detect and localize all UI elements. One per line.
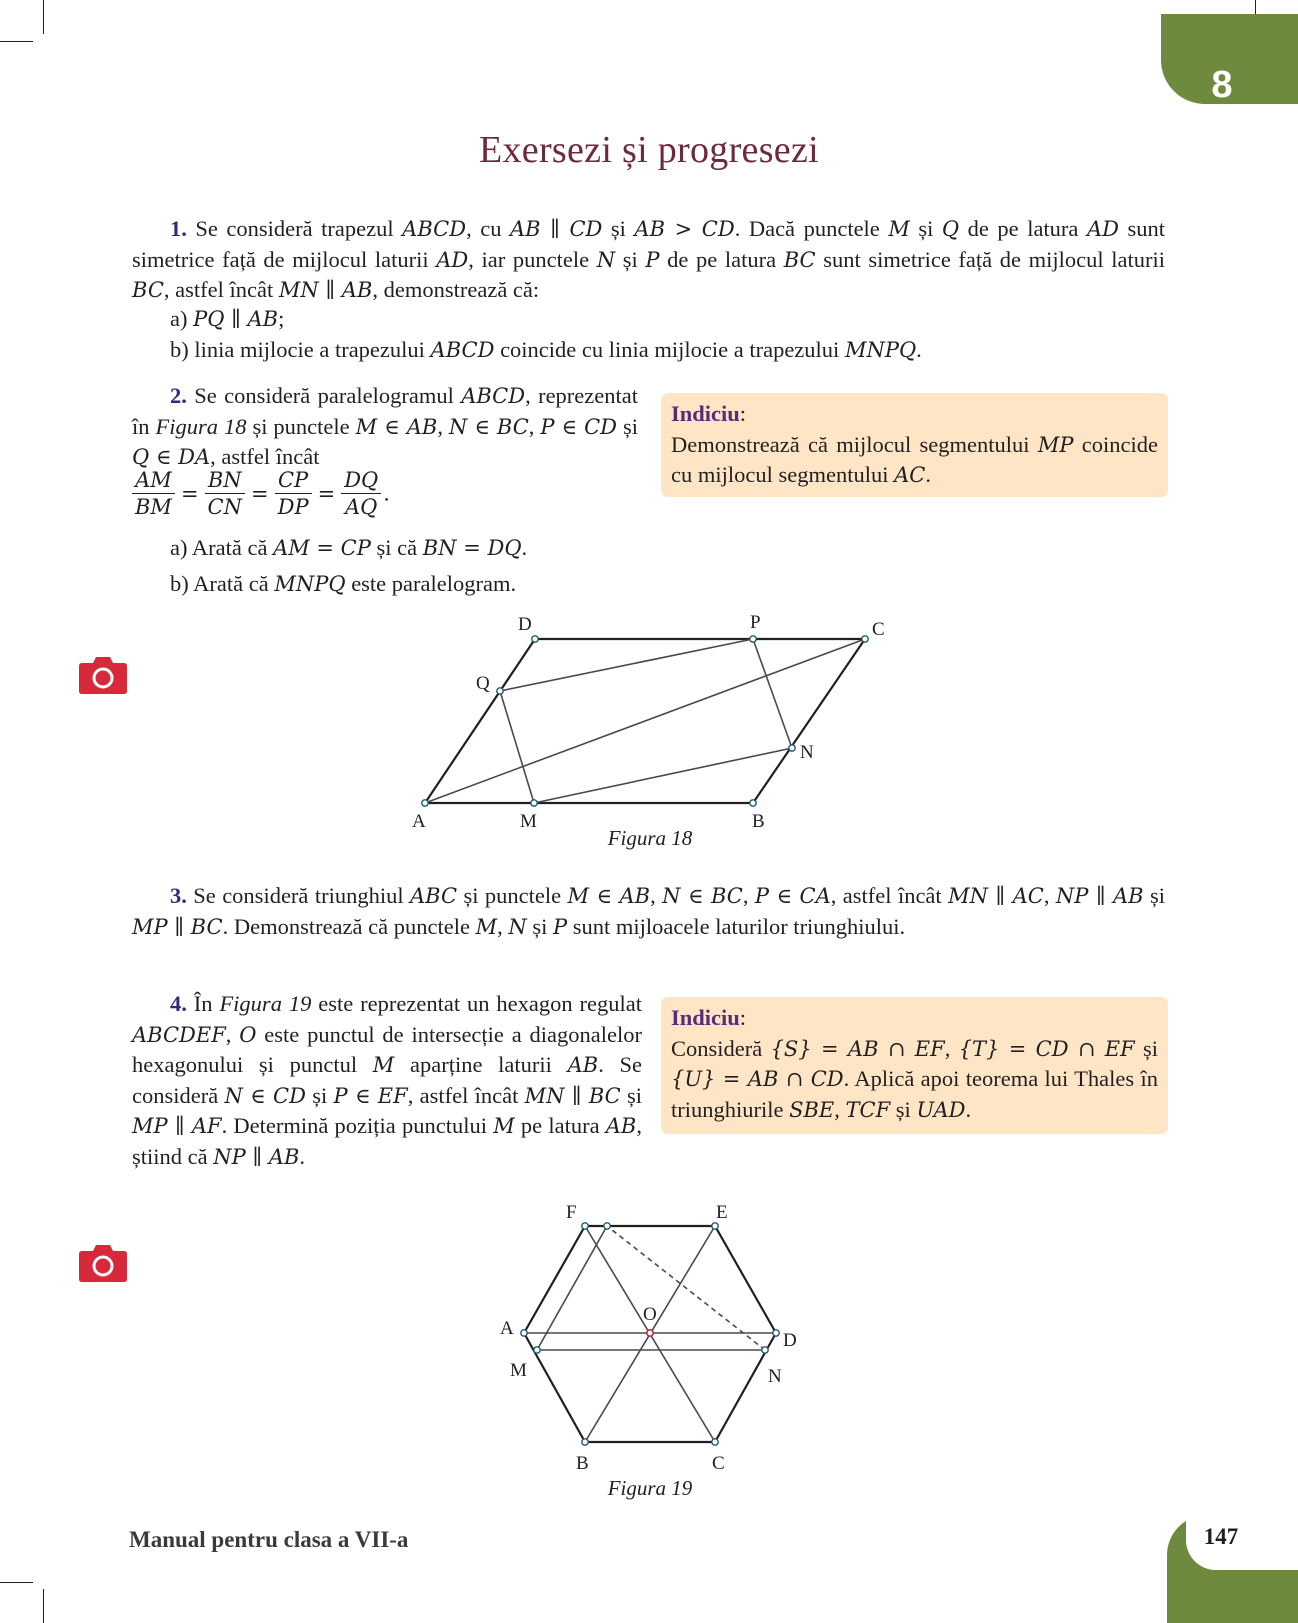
point-m [531, 800, 537, 806]
math: MP [1037, 432, 1074, 457]
figure-ref: Figura 19 [219, 991, 312, 1016]
text: de pe latura [959, 216, 1087, 241]
point-c [862, 636, 868, 642]
crop-mark [43, 1589, 44, 1623]
label-b: B [752, 811, 765, 832]
numerator: DQ [341, 467, 381, 494]
text: și [909, 216, 942, 241]
label-q: Q [476, 673, 490, 694]
point-p [604, 1223, 610, 1229]
period: . [383, 481, 390, 506]
point-e [712, 1223, 718, 1229]
text: , știind că [132, 1113, 642, 1169]
label-n: N [800, 742, 814, 763]
math: AM = CP [273, 536, 371, 560]
text: , astfel încât [163, 277, 279, 302]
math: P [645, 247, 660, 272]
math: SBE [789, 1097, 835, 1122]
math: AD [436, 247, 469, 272]
math: P ∈ EF [333, 1083, 408, 1108]
text: b) Arată că [170, 571, 275, 596]
point-n [789, 745, 795, 751]
text: Consideră [671, 1035, 771, 1061]
text: coincide cu linia mijlocie a trapezului [494, 337, 845, 362]
text: și [620, 1082, 642, 1108]
label-m: M [520, 811, 537, 832]
text: de pe latura [659, 246, 784, 272]
label-c: C [712, 1453, 725, 1474]
math: Q ∈ DA [132, 445, 211, 469]
text: ; [278, 306, 285, 331]
equals: = [251, 481, 269, 506]
chapter-number: 8 [1211, 64, 1233, 106]
math: ABCD [461, 384, 526, 408]
text: aparține laturii [394, 1052, 568, 1077]
numerator: AM [132, 467, 175, 494]
math: N [508, 914, 527, 939]
figure-ref: Figura 18 [155, 413, 247, 439]
math: MNPQ [844, 338, 917, 362]
text: b) linia mijlocie a trapezului [170, 337, 431, 362]
exercise-1 [132, 214, 1165, 306]
point-q [497, 688, 503, 694]
math: MN ∥ AB [278, 278, 373, 302]
text: , reprezentat în [132, 383, 638, 439]
math: AD [1086, 217, 1119, 241]
text: . Se consideră [132, 1052, 642, 1108]
denominator: DP [277, 495, 309, 519]
text: și [615, 246, 646, 272]
text: și că [370, 535, 423, 560]
exercise-2-a [170, 533, 650, 564]
math: M [372, 1053, 395, 1077]
math: BC [783, 247, 816, 272]
denominator: BM [135, 495, 172, 519]
math: MNPQ [274, 572, 346, 596]
math: M ∈ AB [355, 414, 438, 439]
figure-19 [480, 1196, 820, 1476]
math: N ∈ BC [662, 884, 743, 908]
text: Se consideră paralelogramul [186, 383, 462, 408]
math: M ∈ AB [567, 884, 651, 908]
text: În [186, 991, 220, 1016]
math: MN ∥ BC [524, 1083, 621, 1108]
crop-mark [43, 0, 44, 34]
figure-18 [380, 605, 920, 845]
point-n [762, 1347, 768, 1353]
math: ABCD [402, 217, 467, 241]
math: ABCDEF [132, 1022, 226, 1047]
exercise-number: 3. [170, 883, 187, 908]
point-d [532, 636, 538, 642]
math: ABCD [430, 338, 495, 362]
text: , [497, 913, 509, 939]
text: . [925, 462, 931, 487]
text: este punctul de intersecție a diagonalelor hexagonului și punctul [132, 1021, 642, 1077]
math: AB ∥ CD [509, 217, 603, 241]
label-a: A [412, 811, 426, 832]
text: , cu [466, 216, 510, 241]
fraction [275, 467, 312, 520]
denominator: AQ [345, 495, 378, 519]
text: și [890, 1096, 917, 1122]
point-p [750, 636, 756, 642]
exercise-1-b [170, 335, 1160, 366]
exercise-2 [132, 381, 638, 473]
text: , [437, 413, 449, 439]
figure-19-caption: Figura 19 [607, 1476, 693, 1500]
fraction [341, 467, 381, 520]
point-d [773, 1330, 779, 1336]
point-a [422, 800, 428, 806]
text: , [1043, 883, 1056, 908]
label-n: N [768, 1366, 782, 1387]
label-d: D [783, 1330, 797, 1351]
math: P [552, 914, 568, 939]
label-c: C [872, 619, 885, 640]
page-title: Exersezi și progresezi [478, 129, 819, 171]
math: MP ∥ AF [132, 1114, 222, 1138]
text: . [916, 337, 922, 362]
text: și [602, 216, 635, 241]
hint-box [661, 997, 1168, 1134]
exercise-2-b [170, 569, 650, 600]
text: și [526, 913, 553, 939]
numerator: BN [205, 467, 245, 494]
figure-18-caption: Figura 18 [607, 826, 693, 850]
camera-icon[interactable] [78, 653, 128, 695]
label-d: D [518, 614, 532, 635]
numerator: CP [275, 467, 312, 494]
text: . [965, 1096, 972, 1122]
text: și [305, 1082, 334, 1108]
page-number: 147 [1203, 1524, 1239, 1549]
point-f [582, 1223, 588, 1229]
text: a) Arată că [170, 535, 274, 560]
math: TCF [845, 1097, 891, 1122]
fraction [132, 467, 175, 520]
exercise-3 [132, 881, 1165, 942]
exercise-number: 4. [170, 991, 187, 1016]
text: coincide cu mijlocul segmentului [671, 431, 1158, 487]
text: , astfel încât [210, 444, 320, 469]
text: , astfel încât [407, 1082, 525, 1108]
math: P ∈ CA [754, 884, 831, 908]
text: Se consideră triunghiul [186, 883, 410, 908]
text: , [834, 1096, 846, 1122]
math: N ∈ BC [448, 414, 529, 439]
segment-np [607, 1226, 765, 1350]
text: . [521, 535, 528, 560]
math: P ∈ CD [540, 414, 618, 439]
math: N ∈ CD [224, 1083, 306, 1108]
text: . Determină poziția punctului [221, 1113, 494, 1138]
hint-box [661, 393, 1168, 497]
math: MP ∥ BC [132, 914, 223, 939]
label-a: A [500, 1318, 514, 1339]
math: AB [567, 1053, 599, 1077]
fraction-equality [130, 467, 550, 520]
equals: = [317, 481, 336, 506]
point-a [521, 1330, 527, 1336]
text: sunt simetrice față de mijlocul laturii [132, 216, 1166, 272]
point-b [582, 1439, 588, 1445]
text: , iar punctele [468, 246, 597, 272]
exercise-number: 1. [170, 216, 187, 241]
text: : [739, 1005, 747, 1030]
math: BN = DQ [422, 536, 522, 560]
text: : [739, 401, 747, 426]
hint-title: Indiciu [671, 1005, 740, 1030]
text: . Demonstrează că punctele [222, 913, 476, 939]
exercise-1-a [170, 304, 1160, 335]
text: și punctele [246, 413, 356, 439]
math: PQ ∥ AB [193, 307, 279, 331]
text: și punctele [457, 883, 568, 908]
fraction [205, 467, 245, 520]
math: UAD [916, 1097, 966, 1122]
label-f: F [566, 1202, 577, 1223]
math: N [596, 247, 616, 272]
text: Se consideră trapezul [186, 216, 403, 241]
text: , [742, 883, 755, 908]
text: este paralelogram. [345, 571, 517, 596]
text: , [528, 413, 541, 439]
math: MN ∥ AC [948, 884, 1044, 908]
math: AB > CD [634, 217, 735, 241]
math: BC [132, 278, 164, 302]
exercise-number: 2. [170, 383, 187, 408]
point-b [750, 800, 756, 806]
label-m: M [510, 1360, 527, 1381]
text: sunt simetrice față de mijlocul laturii [815, 246, 1165, 272]
crop-mark [0, 41, 33, 42]
diagonal-ac [425, 639, 865, 803]
text: . Aplică apoi teorema lui Thales în triunghiurile [671, 1066, 1158, 1122]
label-e: E [716, 1202, 728, 1223]
math: Q [941, 217, 960, 241]
text: este reprezentat un hexagon regulat [311, 991, 642, 1016]
text: . Dacă punctele [734, 216, 889, 241]
point-c [712, 1439, 718, 1445]
denominator: CN [207, 495, 242, 519]
label-o: O [643, 1304, 657, 1325]
math: {U} = AB ∩ CD [671, 1067, 844, 1091]
math: M [475, 914, 498, 939]
text: și [617, 413, 638, 439]
text: a) [170, 306, 194, 331]
text: și [1134, 1035, 1159, 1061]
math: ABC [409, 884, 458, 908]
equals: = [180, 481, 199, 506]
camera-icon[interactable] [78, 1241, 128, 1283]
point-o [647, 1330, 653, 1336]
math: NP ∥ AB [213, 1144, 300, 1169]
text: , demonstrează că: [372, 277, 540, 302]
math: O [239, 1022, 257, 1047]
book-title: Manual pentru clasa a VII-a [129, 1527, 409, 1552]
point-m [534, 1347, 540, 1353]
text: pe latura [514, 1113, 606, 1138]
text: , [944, 1035, 959, 1061]
label-p: P [750, 612, 761, 633]
math: NP ∥ AB [1055, 884, 1144, 908]
text: , astfel încât [830, 883, 949, 908]
label-b: B [576, 1453, 589, 1474]
hint-title: Indiciu [671, 401, 740, 426]
crop-mark [0, 1582, 33, 1583]
text: . [299, 1143, 306, 1169]
math: M [493, 1114, 515, 1138]
text: , [650, 883, 663, 908]
math: AB [605, 1114, 637, 1138]
exercise-4 [132, 989, 642, 1172]
segment-mp [537, 1226, 607, 1350]
text: sunt mijloacele laturilor triunghiului. [567, 913, 906, 939]
text: Demonstrează că mijlocul segmentului [671, 431, 1038, 457]
text: și [1143, 883, 1166, 908]
math: AC [894, 463, 926, 487]
math: M [888, 217, 910, 241]
math: {T} = CD ∩ EF [958, 1036, 1135, 1061]
text: , [225, 1021, 240, 1047]
math: {S} = AB ∩ EF [770, 1036, 945, 1061]
